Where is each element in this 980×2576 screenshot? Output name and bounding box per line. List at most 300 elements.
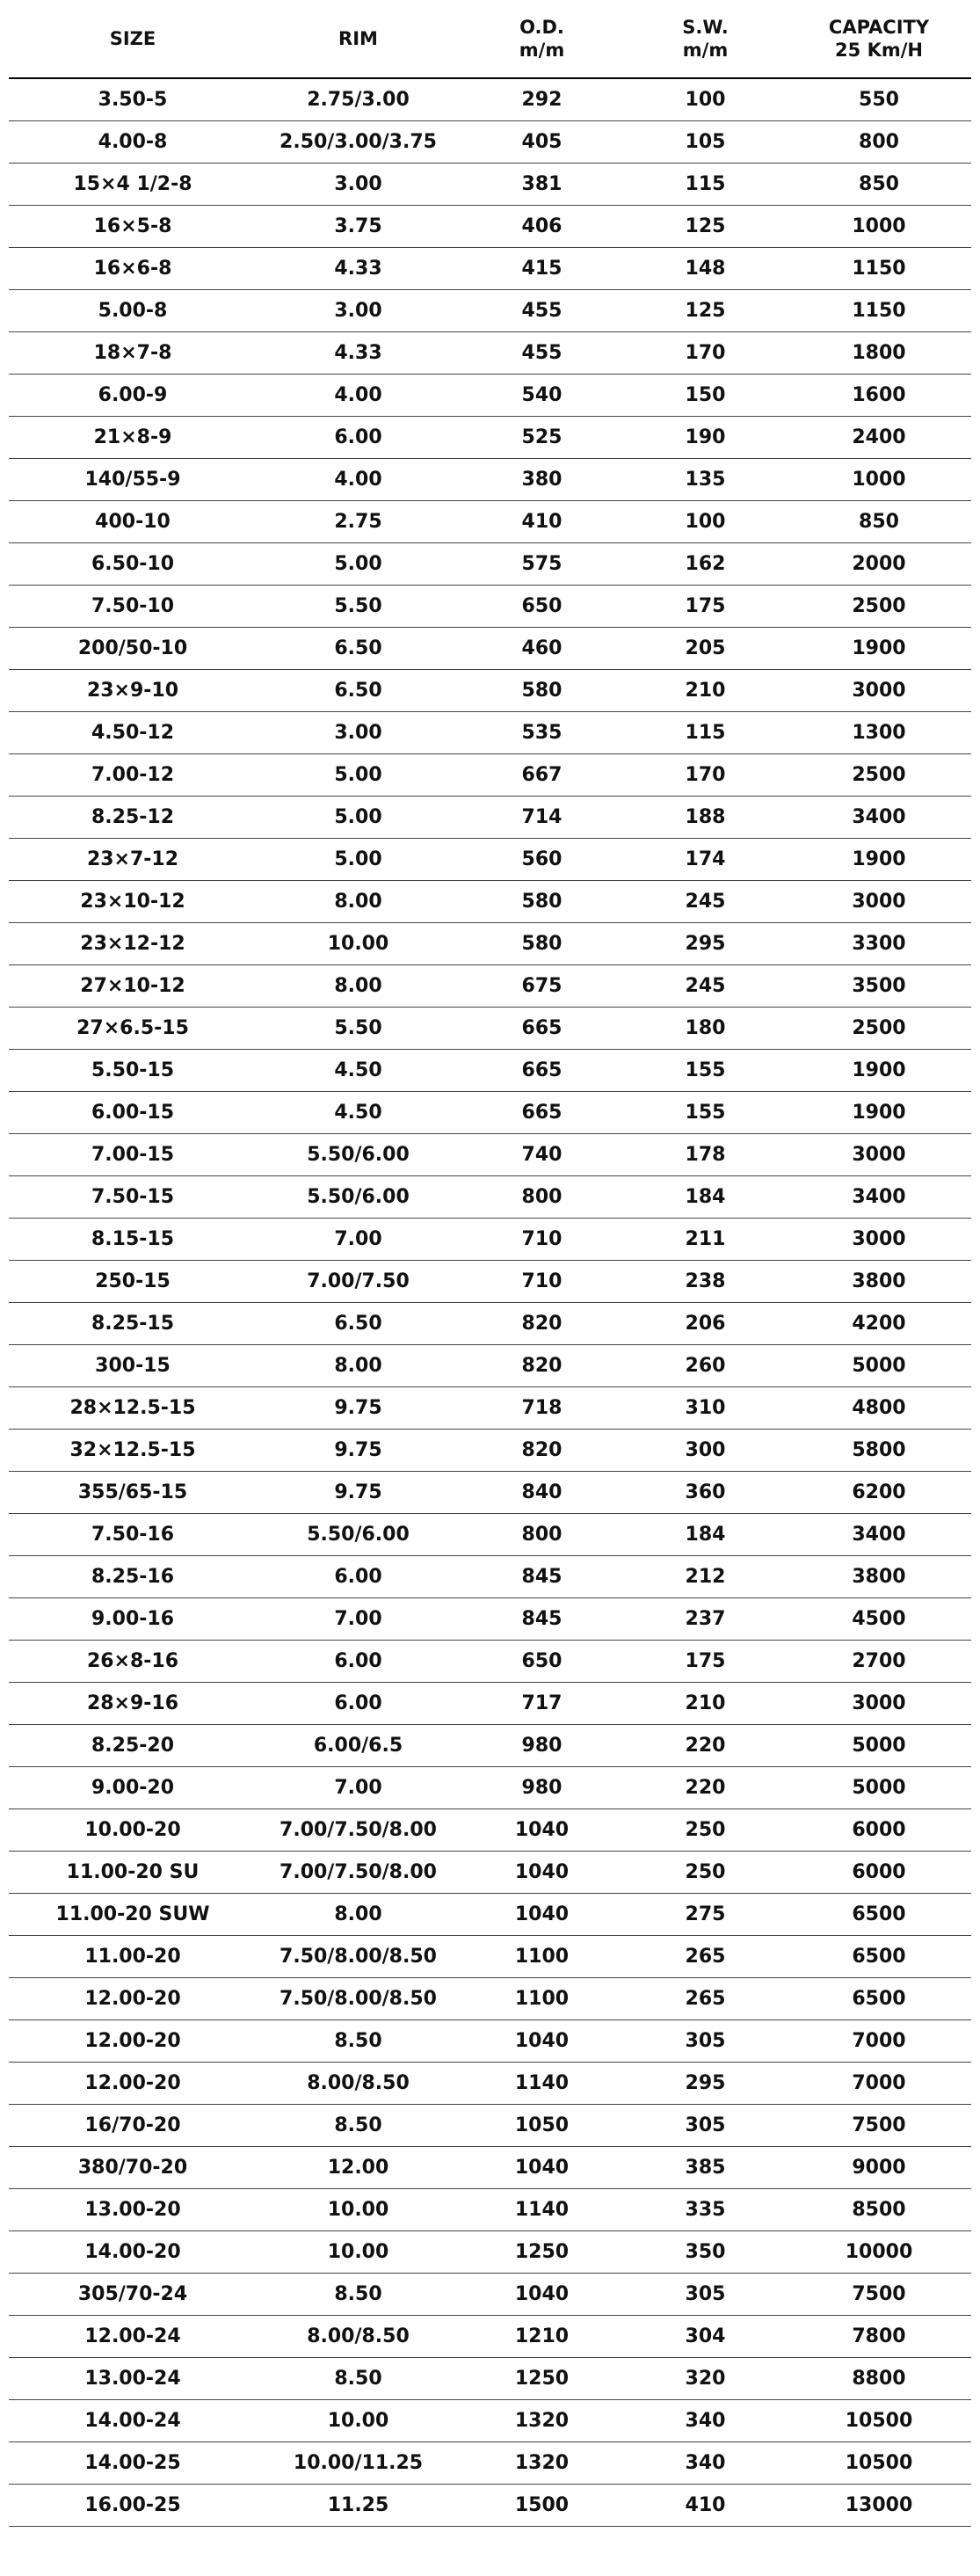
size-cell: 6.50-10	[9, 543, 257, 586]
capacity-cell: 3400	[787, 1176, 971, 1219]
table-row	[9, 78, 971, 121]
capacity-cell: 7000	[787, 2020, 971, 2063]
capacity-cell: 6200	[787, 1472, 971, 1514]
rim-cell: 5.00	[257, 754, 460, 797]
table-row	[9, 290, 971, 332]
rim-cell: 3.00	[257, 164, 460, 206]
capacity-cell: 4200	[787, 1303, 971, 1345]
sw-cell: 360	[624, 1472, 787, 1514]
sw-cell: 350	[624, 2231, 787, 2274]
rim-cell: 7.00/7.50/8.00	[257, 1852, 460, 1894]
table-row	[9, 164, 971, 206]
table-row	[9, 1219, 971, 1261]
table-row	[9, 754, 971, 797]
capacity-cell: 1900	[787, 1050, 971, 1092]
header-size	[9, 0, 257, 78]
table-row	[9, 628, 971, 670]
rim-cell: 6.00	[257, 1556, 460, 1598]
sw-cell: 245	[624, 965, 787, 1008]
sw-cell: 135	[624, 459, 787, 501]
capacity-cell: 3400	[787, 797, 971, 839]
sw-cell: 410	[624, 2485, 787, 2527]
table-row	[9, 881, 971, 923]
size-cell: 6.00-15	[9, 1092, 257, 1134]
sw-cell: 100	[624, 501, 787, 543]
capacity-cell: 2500	[787, 1008, 971, 1050]
capacity-cell: 1900	[787, 839, 971, 881]
od-cell: 410	[460, 501, 624, 543]
sw-cell: 212	[624, 1556, 787, 1598]
table-row	[9, 2358, 971, 2400]
rim-cell: 6.00/6.5	[257, 1725, 460, 1767]
sw-cell: 305	[624, 2105, 787, 2147]
table-row	[9, 1978, 971, 2020]
table-row	[9, 1852, 971, 1894]
od-cell: 415	[460, 248, 624, 290]
table-row	[9, 543, 971, 586]
table-row	[9, 965, 971, 1008]
table-row	[9, 1556, 971, 1598]
capacity-cell: 1900	[787, 1092, 971, 1134]
sw-cell: 260	[624, 1345, 787, 1387]
od-cell: 381	[460, 164, 624, 206]
od-cell: 580	[460, 923, 624, 965]
size-cell: 27×6.5-15	[9, 1008, 257, 1050]
size-cell: 380/70-20	[9, 2147, 257, 2189]
sw-cell: 170	[624, 754, 787, 797]
rim-cell: 8.00	[257, 1894, 460, 1936]
od-cell: 380	[460, 459, 624, 501]
rim-cell: 6.50	[257, 670, 460, 712]
capacity-cell: 6500	[787, 1936, 971, 1978]
size-cell: 32×12.5-15	[9, 1430, 257, 1472]
table-row	[9, 1303, 971, 1345]
size-cell: 12.00-24	[9, 2316, 257, 2358]
od-cell: 665	[460, 1092, 624, 1134]
rim-cell: 5.50	[257, 586, 460, 628]
capacity-cell: 1000	[787, 206, 971, 248]
capacity-cell: 1900	[787, 628, 971, 670]
od-cell: 1100	[460, 1936, 624, 1978]
capacity-cell: 5000	[787, 1767, 971, 1809]
rim-cell: 4.50	[257, 1092, 460, 1134]
size-cell: 14.00-25	[9, 2442, 257, 2485]
rim-cell: 5.50/6.00	[257, 1176, 460, 1219]
table-row	[9, 2274, 971, 2316]
size-cell: 11.00-20	[9, 1936, 257, 1978]
sw-cell: 150	[624, 375, 787, 417]
capacity-cell: 1300	[787, 712, 971, 754]
size-cell: 14.00-24	[9, 2400, 257, 2442]
od-cell: 1250	[460, 2231, 624, 2274]
sw-cell: 320	[624, 2358, 787, 2400]
sw-cell: 304	[624, 2316, 787, 2358]
header-sw-label: S.W.	[682, 17, 729, 38]
table-row	[9, 2231, 971, 2274]
table-row	[9, 1134, 971, 1176]
sw-cell: 115	[624, 164, 787, 206]
od-cell: 580	[460, 881, 624, 923]
od-cell: 650	[460, 586, 624, 628]
capacity-cell: 1150	[787, 248, 971, 290]
header-od-label: O.D.	[519, 17, 564, 38]
rim-cell: 9.75	[257, 1430, 460, 1472]
table-row	[9, 1092, 971, 1134]
rim-cell: 4.33	[257, 332, 460, 375]
rim-cell: 2.75	[257, 501, 460, 543]
sw-cell: 115	[624, 712, 787, 754]
size-cell: 8.25-20	[9, 1725, 257, 1767]
rim-cell: 6.00	[257, 1683, 460, 1725]
capacity-cell: 3800	[787, 1556, 971, 1598]
table-row	[9, 1430, 971, 1472]
capacity-cell: 7500	[787, 2274, 971, 2316]
rim-cell: 8.00	[257, 1345, 460, 1387]
size-cell: 23×9-10	[9, 670, 257, 712]
size-cell: 9.00-16	[9, 1598, 257, 1641]
rim-cell: 6.50	[257, 1303, 460, 1345]
sw-cell: 275	[624, 1894, 787, 1936]
table-row	[9, 2105, 971, 2147]
table-row	[9, 1008, 971, 1050]
sw-cell: 265	[624, 1936, 787, 1978]
rim-cell: 4.00	[257, 375, 460, 417]
rim-cell: 10.00	[257, 923, 460, 965]
size-cell: 8.25-15	[9, 1303, 257, 1345]
capacity-cell: 1800	[787, 332, 971, 375]
sw-cell: 340	[624, 2400, 787, 2442]
header-od-unit: m/m	[519, 40, 565, 61]
size-cell: 7.50-10	[9, 586, 257, 628]
size-cell: 250-15	[9, 1261, 257, 1303]
sw-cell: 310	[624, 1387, 787, 1430]
size-cell: 7.00-15	[9, 1134, 257, 1176]
rim-cell: 4.33	[257, 248, 460, 290]
od-cell: 740	[460, 1134, 624, 1176]
size-cell: 23×10-12	[9, 881, 257, 923]
od-cell: 820	[460, 1303, 624, 1345]
size-cell: 305/70-24	[9, 2274, 257, 2316]
tire-spec-table	[9, 0, 971, 2527]
capacity-cell: 3000	[787, 1219, 971, 1261]
od-cell: 1050	[460, 2105, 624, 2147]
size-cell: 3.50-5	[9, 78, 257, 121]
size-cell: 27×10-12	[9, 965, 257, 1008]
size-cell: 16.00-25	[9, 2485, 257, 2527]
rim-cell: 3.00	[257, 290, 460, 332]
table-header	[9, 0, 971, 78]
capacity-cell: 5000	[787, 1345, 971, 1387]
od-cell: 405	[460, 121, 624, 164]
rim-cell: 10.00/11.25	[257, 2442, 460, 2485]
rim-cell: 2.75/3.00	[257, 78, 460, 121]
size-cell: 9.00-20	[9, 1767, 257, 1809]
sw-cell: 155	[624, 1050, 787, 1092]
od-cell: 800	[460, 1514, 624, 1556]
rim-cell: 7.50/8.00/8.50	[257, 1936, 460, 1978]
capacity-cell: 6000	[787, 1809, 971, 1852]
rim-cell: 7.00	[257, 1598, 460, 1641]
table-row	[9, 1894, 971, 1936]
table-row	[9, 459, 971, 501]
sw-cell: 148	[624, 248, 787, 290]
rim-cell: 9.75	[257, 1472, 460, 1514]
od-cell: 406	[460, 206, 624, 248]
rim-cell: 8.00/8.50	[257, 2316, 460, 2358]
table-row	[9, 206, 971, 248]
capacity-cell: 550	[787, 78, 971, 121]
rim-cell: 4.00	[257, 459, 460, 501]
od-cell: 1210	[460, 2316, 624, 2358]
capacity-cell: 7800	[787, 2316, 971, 2358]
table-row	[9, 839, 971, 881]
table-row	[9, 670, 971, 712]
capacity-cell: 10000	[787, 2231, 971, 2274]
table-row	[9, 712, 971, 754]
header-row	[9, 0, 971, 78]
capacity-cell: 10500	[787, 2400, 971, 2442]
od-cell: 540	[460, 375, 624, 417]
table-row	[9, 1387, 971, 1430]
sw-cell: 238	[624, 1261, 787, 1303]
size-cell: 7.50-15	[9, 1176, 257, 1219]
size-cell: 13.00-24	[9, 2358, 257, 2400]
table-row	[9, 375, 971, 417]
size-cell: 4.00-8	[9, 121, 257, 164]
sw-cell: 220	[624, 1767, 787, 1809]
table-row	[9, 1767, 971, 1809]
capacity-cell: 850	[787, 501, 971, 543]
sw-cell: 211	[624, 1219, 787, 1261]
sw-cell: 178	[624, 1134, 787, 1176]
od-cell: 1040	[460, 2274, 624, 2316]
rim-cell: 7.50/8.00/8.50	[257, 1978, 460, 2020]
sw-cell: 295	[624, 923, 787, 965]
sw-cell: 205	[624, 628, 787, 670]
sw-cell: 210	[624, 670, 787, 712]
capacity-cell: 3500	[787, 965, 971, 1008]
od-cell: 845	[460, 1598, 624, 1641]
sw-cell: 305	[624, 2274, 787, 2316]
size-cell: 11.00-20 SU	[9, 1852, 257, 1894]
od-cell: 714	[460, 797, 624, 839]
capacity-cell: 850	[787, 164, 971, 206]
rim-cell: 8.00/8.50	[257, 2063, 460, 2105]
od-cell: 845	[460, 1556, 624, 1598]
rim-cell: 8.00	[257, 881, 460, 923]
sw-cell: 237	[624, 1598, 787, 1641]
header-capacity	[787, 0, 971, 78]
size-cell: 28×9-16	[9, 1683, 257, 1725]
rim-cell: 7.00/7.50/8.00	[257, 1809, 460, 1852]
capacity-cell: 3800	[787, 1261, 971, 1303]
capacity-cell: 9000	[787, 2147, 971, 2189]
capacity-cell: 6500	[787, 1894, 971, 1936]
header-size-label: SIZE	[109, 28, 156, 49]
size-cell: 26×8-16	[9, 1641, 257, 1683]
table-row	[9, 2442, 971, 2485]
header-rim-label: RIM	[338, 28, 378, 49]
od-cell: 820	[460, 1345, 624, 1387]
rim-cell: 2.50/3.00/3.75	[257, 121, 460, 164]
capacity-cell: 8800	[787, 2358, 971, 2400]
table-row	[9, 2485, 971, 2527]
capacity-cell: 4500	[787, 1598, 971, 1641]
size-cell: 12.00-20	[9, 2063, 257, 2105]
header-rim	[257, 0, 460, 78]
sw-cell: 180	[624, 1008, 787, 1050]
rim-cell: 8.00	[257, 965, 460, 1008]
od-cell: 710	[460, 1219, 624, 1261]
size-cell: 140/55-9	[9, 459, 257, 501]
capacity-cell: 7000	[787, 2063, 971, 2105]
table-row	[9, 2189, 971, 2231]
sw-cell: 100	[624, 78, 787, 121]
od-cell: 1320	[460, 2442, 624, 2485]
rim-cell: 5.50	[257, 1008, 460, 1050]
table-row	[9, 1472, 971, 1514]
od-cell: 1040	[460, 1809, 624, 1852]
od-cell: 535	[460, 712, 624, 754]
table-row	[9, 923, 971, 965]
header-od	[460, 0, 624, 78]
size-cell: 355/65-15	[9, 1472, 257, 1514]
size-cell: 8.15-15	[9, 1219, 257, 1261]
od-cell: 800	[460, 1176, 624, 1219]
od-cell: 717	[460, 1683, 624, 1725]
od-cell: 560	[460, 839, 624, 881]
od-cell: 710	[460, 1261, 624, 1303]
sw-cell: 295	[624, 2063, 787, 2105]
od-cell: 840	[460, 1472, 624, 1514]
capacity-cell: 1600	[787, 375, 971, 417]
size-cell: 16/70-20	[9, 2105, 257, 2147]
sw-cell: 250	[624, 1852, 787, 1894]
sw-cell: 105	[624, 121, 787, 164]
table-row	[9, 1345, 971, 1387]
rim-cell: 6.50	[257, 628, 460, 670]
table-row	[9, 2020, 971, 2063]
size-cell: 10.00-20	[9, 1809, 257, 1852]
rim-cell: 5.00	[257, 543, 460, 586]
capacity-cell: 2500	[787, 754, 971, 797]
od-cell: 675	[460, 965, 624, 1008]
table-row	[9, 1261, 971, 1303]
sw-cell: 184	[624, 1176, 787, 1219]
sw-cell: 162	[624, 543, 787, 586]
capacity-cell: 3000	[787, 1134, 971, 1176]
sw-cell: 188	[624, 797, 787, 839]
od-cell: 980	[460, 1767, 624, 1809]
rim-cell: 7.00/7.50	[257, 1261, 460, 1303]
rim-cell: 8.50	[257, 2020, 460, 2063]
od-cell: 292	[460, 78, 624, 121]
size-cell: 8.25-16	[9, 1556, 257, 1598]
sw-cell: 125	[624, 290, 787, 332]
od-cell: 1040	[460, 1852, 624, 1894]
rim-cell: 10.00	[257, 2400, 460, 2442]
capacity-cell: 13000	[787, 2485, 971, 2527]
od-cell: 820	[460, 1430, 624, 1472]
od-cell: 667	[460, 754, 624, 797]
table-row	[9, 1641, 971, 1683]
size-cell: 21×8-9	[9, 417, 257, 459]
od-cell: 525	[460, 417, 624, 459]
sw-cell: 190	[624, 417, 787, 459]
rim-cell: 5.50/6.00	[257, 1514, 460, 1556]
rim-cell: 9.75	[257, 1387, 460, 1430]
capacity-cell: 2400	[787, 417, 971, 459]
capacity-cell: 5000	[787, 1725, 971, 1767]
size-cell: 7.00-12	[9, 754, 257, 797]
capacity-cell: 6000	[787, 1852, 971, 1894]
od-cell: 1320	[460, 2400, 624, 2442]
od-cell: 980	[460, 1725, 624, 1767]
sw-cell: 175	[624, 586, 787, 628]
od-cell: 665	[460, 1050, 624, 1092]
sw-cell: 265	[624, 1978, 787, 2020]
size-cell: 8.25-12	[9, 797, 257, 839]
table-body	[9, 78, 971, 2527]
sw-cell: 184	[624, 1514, 787, 1556]
table-row	[9, 121, 971, 164]
rim-cell: 10.00	[257, 2189, 460, 2231]
table-row	[9, 2400, 971, 2442]
od-cell: 455	[460, 332, 624, 375]
table-row	[9, 1514, 971, 1556]
table-row	[9, 501, 971, 543]
od-cell: 650	[460, 1641, 624, 1683]
table-row	[9, 1809, 971, 1852]
size-cell: 12.00-20	[9, 1978, 257, 2020]
od-cell: 1100	[460, 1978, 624, 2020]
sw-cell: 206	[624, 1303, 787, 1345]
capacity-cell: 2500	[787, 586, 971, 628]
table-row	[9, 797, 971, 839]
sw-cell: 174	[624, 839, 787, 881]
rim-cell: 12.00	[257, 2147, 460, 2189]
rim-cell: 7.00	[257, 1219, 460, 1261]
table-row	[9, 1598, 971, 1641]
size-cell: 400-10	[9, 501, 257, 543]
size-cell: 4.50-12	[9, 712, 257, 754]
capacity-cell: 3400	[787, 1514, 971, 1556]
rim-cell: 5.50/6.00	[257, 1134, 460, 1176]
rim-cell: 7.00	[257, 1767, 460, 1809]
table-row	[9, 1683, 971, 1725]
capacity-cell: 3000	[787, 1683, 971, 1725]
rim-cell: 10.00	[257, 2231, 460, 2274]
size-cell: 5.50-15	[9, 1050, 257, 1092]
capacity-cell: 1000	[787, 459, 971, 501]
capacity-cell: 800	[787, 121, 971, 164]
od-cell: 1140	[460, 2189, 624, 2231]
sw-cell: 245	[624, 881, 787, 923]
table-row	[9, 1176, 971, 1219]
size-cell: 5.00-8	[9, 290, 257, 332]
capacity-cell: 3000	[787, 881, 971, 923]
table-row	[9, 586, 971, 628]
table-row	[9, 1725, 971, 1767]
capacity-cell: 10500	[787, 2442, 971, 2485]
od-cell: 460	[460, 628, 624, 670]
capacity-cell: 4800	[787, 1387, 971, 1430]
size-cell: 23×12-12	[9, 923, 257, 965]
table-row	[9, 2147, 971, 2189]
capacity-cell: 7500	[787, 2105, 971, 2147]
size-cell: 16×6-8	[9, 248, 257, 290]
rim-cell: 4.50	[257, 1050, 460, 1092]
